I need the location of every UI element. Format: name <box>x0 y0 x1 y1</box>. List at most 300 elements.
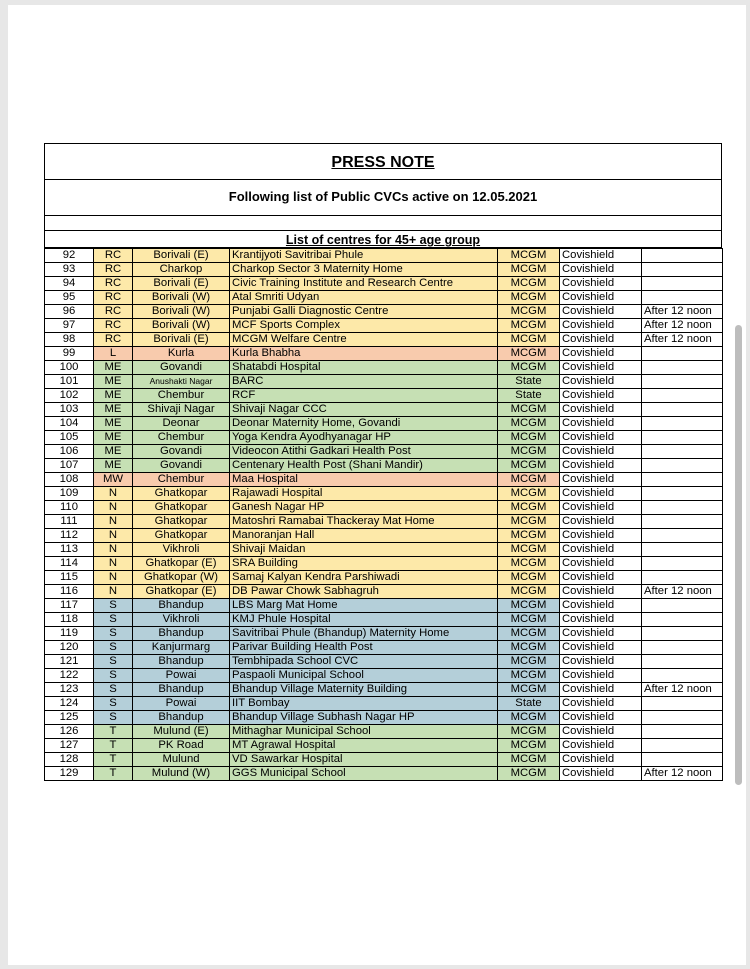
area-cell: Ghatkopar (W) <box>133 571 230 585</box>
vaccine-cell: Covishield <box>560 683 642 697</box>
ward-cell: ME <box>94 375 133 389</box>
authority-cell: MCGM <box>498 571 560 585</box>
vaccine-cell: Covishield <box>560 557 642 571</box>
authority-cell: MCGM <box>498 249 560 263</box>
area-cell: Borivali (W) <box>133 291 230 305</box>
area-cell: Bhandup <box>133 599 230 613</box>
table-row <box>45 599 723 613</box>
ward-cell: N <box>94 515 133 529</box>
table-row <box>45 375 723 389</box>
ward-cell: T <box>94 739 133 753</box>
table-row <box>45 711 723 725</box>
serial-number-cell: 98 <box>45 333 94 347</box>
area-cell: Ghatkopar <box>133 529 230 543</box>
centre-name-cell: Bhandup Village Subhash Nagar HP <box>230 711 498 725</box>
ward-cell: N <box>94 543 133 557</box>
timing-note-cell <box>642 459 723 473</box>
serial-number-cell: 95 <box>45 291 94 305</box>
vaccine-cell: Covishield <box>560 697 642 711</box>
serial-number-cell: 97 <box>45 319 94 333</box>
timing-note-cell <box>642 389 723 403</box>
area-cell: Govandi <box>133 459 230 473</box>
ward-cell: N <box>94 585 133 599</box>
vaccine-cell: Covishield <box>560 473 642 487</box>
ward-cell: S <box>94 613 133 627</box>
serial-number-cell: 119 <box>45 627 94 641</box>
vaccine-cell: Covishield <box>560 571 642 585</box>
authority-cell: MCGM <box>498 501 560 515</box>
ward-cell: T <box>94 725 133 739</box>
vaccine-cell: Covishield <box>560 347 642 361</box>
timing-note-cell <box>642 487 723 501</box>
table-row <box>45 249 723 263</box>
authority-cell: MCGM <box>498 263 560 277</box>
ward-cell: N <box>94 571 133 585</box>
centre-name-cell: Samaj Kalyan Kendra Parshiwadi <box>230 571 498 585</box>
timing-note-cell: After 12 noon <box>642 333 723 347</box>
vaccine-cell: Covishield <box>560 529 642 543</box>
timing-note-cell <box>642 613 723 627</box>
area-cell: Powai <box>133 697 230 711</box>
timing-note-cell <box>642 277 723 291</box>
ward-cell: ME <box>94 403 133 417</box>
scrollbar[interactable] <box>735 325 742 785</box>
timing-note-cell <box>642 361 723 375</box>
table-row <box>45 585 723 599</box>
centre-name-cell: MT Agrawal Hospital <box>230 739 498 753</box>
table-row <box>45 557 723 571</box>
authority-cell: MCGM <box>498 599 560 613</box>
table-row <box>45 473 723 487</box>
authority-cell: State <box>498 697 560 711</box>
table-row <box>45 767 723 781</box>
spacer-row <box>44 215 722 230</box>
serial-number-cell: 115 <box>45 571 94 585</box>
authority-cell: MCGM <box>498 543 560 557</box>
centre-name-cell: VD Sawarkar Hospital <box>230 753 498 767</box>
area-cell: Ghatkopar <box>133 515 230 529</box>
centre-name-cell: Tembhipada School CVC <box>230 655 498 669</box>
page-title: PRESS NOTE <box>44 143 722 179</box>
centre-name-cell: Videocon Atithi Gadkari Health Post <box>230 445 498 459</box>
area-cell: Borivali (E) <box>133 277 230 291</box>
centre-name-cell: Manoranjan Hall <box>230 529 498 543</box>
ward-cell: S <box>94 669 133 683</box>
timing-note-cell <box>642 445 723 459</box>
area-cell: Mulund (W) <box>133 767 230 781</box>
table-row <box>45 431 723 445</box>
ward-cell: ME <box>94 417 133 431</box>
ward-cell: RC <box>94 277 133 291</box>
authority-cell: MCGM <box>498 361 560 375</box>
serial-number-cell: 101 <box>45 375 94 389</box>
serial-number-cell: 122 <box>45 669 94 683</box>
timing-note-cell <box>642 417 723 431</box>
authority-cell: State <box>498 389 560 403</box>
centre-name-cell: SRA Building <box>230 557 498 571</box>
ward-cell: RC <box>94 291 133 305</box>
ward-cell: ME <box>94 361 133 375</box>
authority-cell: State <box>498 375 560 389</box>
ward-cell: S <box>94 711 133 725</box>
authority-cell: MCGM <box>498 403 560 417</box>
vaccine-cell: Covishield <box>560 501 642 515</box>
table-row <box>45 445 723 459</box>
serial-number-cell: 114 <box>45 557 94 571</box>
serial-number-cell: 118 <box>45 613 94 627</box>
area-cell: Vikhroli <box>133 613 230 627</box>
area-cell: Bhandup <box>133 655 230 669</box>
table-row <box>45 627 723 641</box>
timing-note-cell <box>642 515 723 529</box>
authority-cell: MCGM <box>498 767 560 781</box>
table-row <box>45 417 723 431</box>
timing-note-cell <box>642 711 723 725</box>
table-row <box>45 739 723 753</box>
timing-note-cell: After 12 noon <box>642 319 723 333</box>
area-cell: Mulund <box>133 753 230 767</box>
vaccine-cell: Covishield <box>560 487 642 501</box>
vaccine-cell: Covishield <box>560 585 642 599</box>
table-row <box>45 347 723 361</box>
serial-number-cell: 104 <box>45 417 94 431</box>
serial-number-cell: 105 <box>45 431 94 445</box>
ward-cell: ME <box>94 431 133 445</box>
table-row <box>45 613 723 627</box>
authority-cell: MCGM <box>498 641 560 655</box>
timing-note-cell <box>642 403 723 417</box>
vaccine-cell: Covishield <box>560 249 642 263</box>
authority-cell: MCGM <box>498 291 560 305</box>
ward-cell: MW <box>94 473 133 487</box>
vaccine-cell: Covishield <box>560 291 642 305</box>
centre-name-cell: Matoshri Ramabai Thackeray Mat Home <box>230 515 498 529</box>
centres-table <box>44 248 723 781</box>
page-subtitle: Following list of Public CVCs active on 12.05.2021 <box>44 179 722 215</box>
serial-number-cell: 102 <box>45 389 94 403</box>
serial-number-cell: 120 <box>45 641 94 655</box>
serial-number-cell: 103 <box>45 403 94 417</box>
timing-note-cell <box>642 473 723 487</box>
ward-cell: RC <box>94 263 133 277</box>
serial-number-cell: 129 <box>45 767 94 781</box>
area-cell: Charkop <box>133 263 230 277</box>
authority-cell: MCGM <box>498 431 560 445</box>
timing-note-cell <box>642 431 723 445</box>
centre-name-cell: Krantijyoti Savitribai Phule <box>230 249 498 263</box>
centre-name-cell: Ganesh Nagar HP <box>230 501 498 515</box>
timing-note-cell <box>642 501 723 515</box>
centre-name-cell: LBS Marg Mat Home <box>230 599 498 613</box>
serial-number-cell: 127 <box>45 739 94 753</box>
vaccine-cell: Covishield <box>560 767 642 781</box>
centre-name-cell: Centenary Health Post (Shani Mandir) <box>230 459 498 473</box>
vaccine-cell: Covishield <box>560 543 642 557</box>
area-cell: Shivaji Nagar <box>133 403 230 417</box>
table-row <box>45 683 723 697</box>
ward-cell: T <box>94 767 133 781</box>
timing-note-cell <box>642 375 723 389</box>
table-row <box>45 655 723 669</box>
ward-cell: ME <box>94 389 133 403</box>
area-cell: Anushakti Nagar <box>133 375 230 389</box>
table-row <box>45 543 723 557</box>
table-row <box>45 263 723 277</box>
ward-cell: RC <box>94 333 133 347</box>
authority-cell: MCGM <box>498 277 560 291</box>
centre-name-cell: Savitribai Phule (Bhandup) Maternity Home <box>230 627 498 641</box>
authority-cell: MCGM <box>498 711 560 725</box>
vaccine-cell: Covishield <box>560 319 642 333</box>
table-row <box>45 319 723 333</box>
ward-cell: N <box>94 501 133 515</box>
ward-cell: S <box>94 683 133 697</box>
area-cell: Kurla <box>133 347 230 361</box>
serial-number-cell: 109 <box>45 487 94 501</box>
table-row <box>45 487 723 501</box>
authority-cell: MCGM <box>498 557 560 571</box>
vaccine-cell: Covishield <box>560 459 642 473</box>
timing-note-cell <box>642 655 723 669</box>
list-heading: List of centres for 45+ age group <box>44 230 722 248</box>
serial-number-cell: 123 <box>45 683 94 697</box>
document-page <box>8 5 746 965</box>
area-cell: Ghatkopar <box>133 487 230 501</box>
serial-number-cell: 92 <box>45 249 94 263</box>
centre-name-cell: Rajawadi Hospital <box>230 487 498 501</box>
authority-cell: MCGM <box>498 515 560 529</box>
vaccine-cell: Covishield <box>560 641 642 655</box>
centre-name-cell: Civic Training Institute and Research Centre <box>230 277 498 291</box>
area-cell: Mulund (E) <box>133 725 230 739</box>
timing-note-cell <box>642 249 723 263</box>
centre-name-cell: Charkop Sector 3 Maternity Home <box>230 263 498 277</box>
vaccine-cell: Covishield <box>560 627 642 641</box>
vaccine-cell: Covishield <box>560 739 642 753</box>
centre-name-cell: Kurla Bhabha <box>230 347 498 361</box>
area-cell: Chembur <box>133 473 230 487</box>
area-cell: Vikhroli <box>133 543 230 557</box>
serial-number-cell: 110 <box>45 501 94 515</box>
table-row <box>45 753 723 767</box>
serial-number-cell: 108 <box>45 473 94 487</box>
timing-note-cell <box>642 347 723 361</box>
area-cell: Borivali (E) <box>133 333 230 347</box>
authority-cell: MCGM <box>498 487 560 501</box>
centre-name-cell: Shivaji Maidan <box>230 543 498 557</box>
vaccine-cell: Covishield <box>560 725 642 739</box>
table-row <box>45 277 723 291</box>
centre-name-cell: Yoga Kendra Ayodhyanagar HP <box>230 431 498 445</box>
vaccine-cell: Covishield <box>560 711 642 725</box>
authority-cell: MCGM <box>498 473 560 487</box>
centre-name-cell: Atal Smriti Udyan <box>230 291 498 305</box>
authority-cell: MCGM <box>498 613 560 627</box>
timing-note-cell: After 12 noon <box>642 683 723 697</box>
area-cell: Borivali (W) <box>133 305 230 319</box>
centre-name-cell: Punjabi Galli Diagnostic Centre <box>230 305 498 319</box>
vaccine-cell: Covishield <box>560 333 642 347</box>
centre-name-cell: KMJ Phule Hospital <box>230 613 498 627</box>
vaccine-cell: Covishield <box>560 669 642 683</box>
ward-cell: T <box>94 753 133 767</box>
authority-cell: MCGM <box>498 725 560 739</box>
serial-number-cell: 94 <box>45 277 94 291</box>
authority-cell: MCGM <box>498 739 560 753</box>
authority-cell: MCGM <box>498 333 560 347</box>
centre-name-cell: IIT Bombay <box>230 697 498 711</box>
ward-cell: S <box>94 599 133 613</box>
authority-cell: MCGM <box>498 753 560 767</box>
vaccine-cell: Covishield <box>560 417 642 431</box>
timing-note-cell <box>642 725 723 739</box>
timing-note-cell: After 12 noon <box>642 767 723 781</box>
serial-number-cell: 111 <box>45 515 94 529</box>
vaccine-cell: Covishield <box>560 403 642 417</box>
centre-name-cell: Parivar Building Health Post <box>230 641 498 655</box>
table-row <box>45 501 723 515</box>
centre-name-cell: RCF <box>230 389 498 403</box>
vaccine-cell: Covishield <box>560 389 642 403</box>
serial-number-cell: 99 <box>45 347 94 361</box>
ward-cell: RC <box>94 249 133 263</box>
centre-name-cell: GGS Municipal School <box>230 767 498 781</box>
ward-cell: RC <box>94 305 133 319</box>
centre-name-cell: Bhandup Village Maternity Building <box>230 683 498 697</box>
area-cell: PK Road <box>133 739 230 753</box>
timing-note-cell <box>642 291 723 305</box>
vaccine-cell: Covishield <box>560 515 642 529</box>
authority-cell: MCGM <box>498 529 560 543</box>
authority-cell: MCGM <box>498 417 560 431</box>
timing-note-cell <box>642 543 723 557</box>
serial-number-cell: 113 <box>45 543 94 557</box>
table-row <box>45 641 723 655</box>
vaccine-cell: Covishield <box>560 613 642 627</box>
area-cell: Govandi <box>133 445 230 459</box>
timing-note-cell <box>642 557 723 571</box>
centre-name-cell: Shivaji Nagar CCC <box>230 403 498 417</box>
authority-cell: MCGM <box>498 585 560 599</box>
serial-number-cell: 93 <box>45 263 94 277</box>
ward-cell: S <box>94 627 133 641</box>
area-cell: Ghatkopar (E) <box>133 585 230 599</box>
ward-cell: ME <box>94 445 133 459</box>
authority-cell: MCGM <box>498 305 560 319</box>
vaccine-cell: Covishield <box>560 599 642 613</box>
area-cell: Ghatkopar (E) <box>133 557 230 571</box>
serial-number-cell: 121 <box>45 655 94 669</box>
area-cell: Bhandup <box>133 627 230 641</box>
timing-note-cell <box>642 529 723 543</box>
ward-cell: S <box>94 655 133 669</box>
vaccine-cell: Covishield <box>560 277 642 291</box>
authority-cell: MCGM <box>498 319 560 333</box>
authority-cell: MCGM <box>498 627 560 641</box>
serial-number-cell: 112 <box>45 529 94 543</box>
table-row <box>45 571 723 585</box>
area-cell: Bhandup <box>133 711 230 725</box>
serial-number-cell: 128 <box>45 753 94 767</box>
centre-name-cell: BARC <box>230 375 498 389</box>
vaccine-cell: Covishield <box>560 753 642 767</box>
authority-cell: MCGM <box>498 669 560 683</box>
timing-note-cell <box>642 627 723 641</box>
timing-note-cell <box>642 669 723 683</box>
authority-cell: MCGM <box>498 459 560 473</box>
timing-note-cell <box>642 571 723 585</box>
ward-cell: RC <box>94 319 133 333</box>
area-cell: Borivali (W) <box>133 319 230 333</box>
table-row <box>45 529 723 543</box>
serial-number-cell: 107 <box>45 459 94 473</box>
authority-cell: MCGM <box>498 347 560 361</box>
timing-note-cell: After 12 noon <box>642 305 723 319</box>
timing-note-cell <box>642 753 723 767</box>
ward-cell: N <box>94 557 133 571</box>
serial-number-cell: 125 <box>45 711 94 725</box>
authority-cell: MCGM <box>498 445 560 459</box>
timing-note-cell <box>642 739 723 753</box>
press-note <box>44 143 722 781</box>
table-row <box>45 725 723 739</box>
vaccine-cell: Covishield <box>560 445 642 459</box>
centre-name-cell: Shatabdi Hospital <box>230 361 498 375</box>
area-cell: Deonar <box>133 417 230 431</box>
area-cell: Chembur <box>133 389 230 403</box>
vaccine-cell: Covishield <box>560 305 642 319</box>
area-cell: Govandi <box>133 361 230 375</box>
ward-cell: L <box>94 347 133 361</box>
area-cell: Powai <box>133 669 230 683</box>
timing-note-cell <box>642 641 723 655</box>
area-cell: Ghatkopar <box>133 501 230 515</box>
ward-cell: ME <box>94 459 133 473</box>
ward-cell: N <box>94 487 133 501</box>
table-row <box>45 459 723 473</box>
serial-number-cell: 117 <box>45 599 94 613</box>
centre-name-cell: Mithaghar Municipal School <box>230 725 498 739</box>
serial-number-cell: 100 <box>45 361 94 375</box>
table-row <box>45 669 723 683</box>
serial-number-cell: 96 <box>45 305 94 319</box>
vaccine-cell: Covishield <box>560 263 642 277</box>
table-row <box>45 291 723 305</box>
vaccine-cell: Covishield <box>560 655 642 669</box>
table-row <box>45 515 723 529</box>
table-row <box>45 389 723 403</box>
table-row <box>45 305 723 319</box>
table-row <box>45 697 723 711</box>
centre-name-cell: Deonar Maternity Home, Govandi <box>230 417 498 431</box>
timing-note-cell <box>642 263 723 277</box>
ward-cell: S <box>94 641 133 655</box>
timing-note-cell: After 12 noon <box>642 585 723 599</box>
timing-note-cell <box>642 599 723 613</box>
centre-name-cell: DB Pawar Chowk Sabhagruh <box>230 585 498 599</box>
timing-note-cell <box>642 697 723 711</box>
ward-cell: S <box>94 697 133 711</box>
area-cell: Bhandup <box>133 683 230 697</box>
area-cell: Borivali (E) <box>133 249 230 263</box>
vaccine-cell: Covishield <box>560 361 642 375</box>
serial-number-cell: 106 <box>45 445 94 459</box>
vaccine-cell: Covishield <box>560 431 642 445</box>
serial-number-cell: 126 <box>45 725 94 739</box>
authority-cell: MCGM <box>498 683 560 697</box>
ward-cell: N <box>94 529 133 543</box>
centre-name-cell: Maa Hospital <box>230 473 498 487</box>
